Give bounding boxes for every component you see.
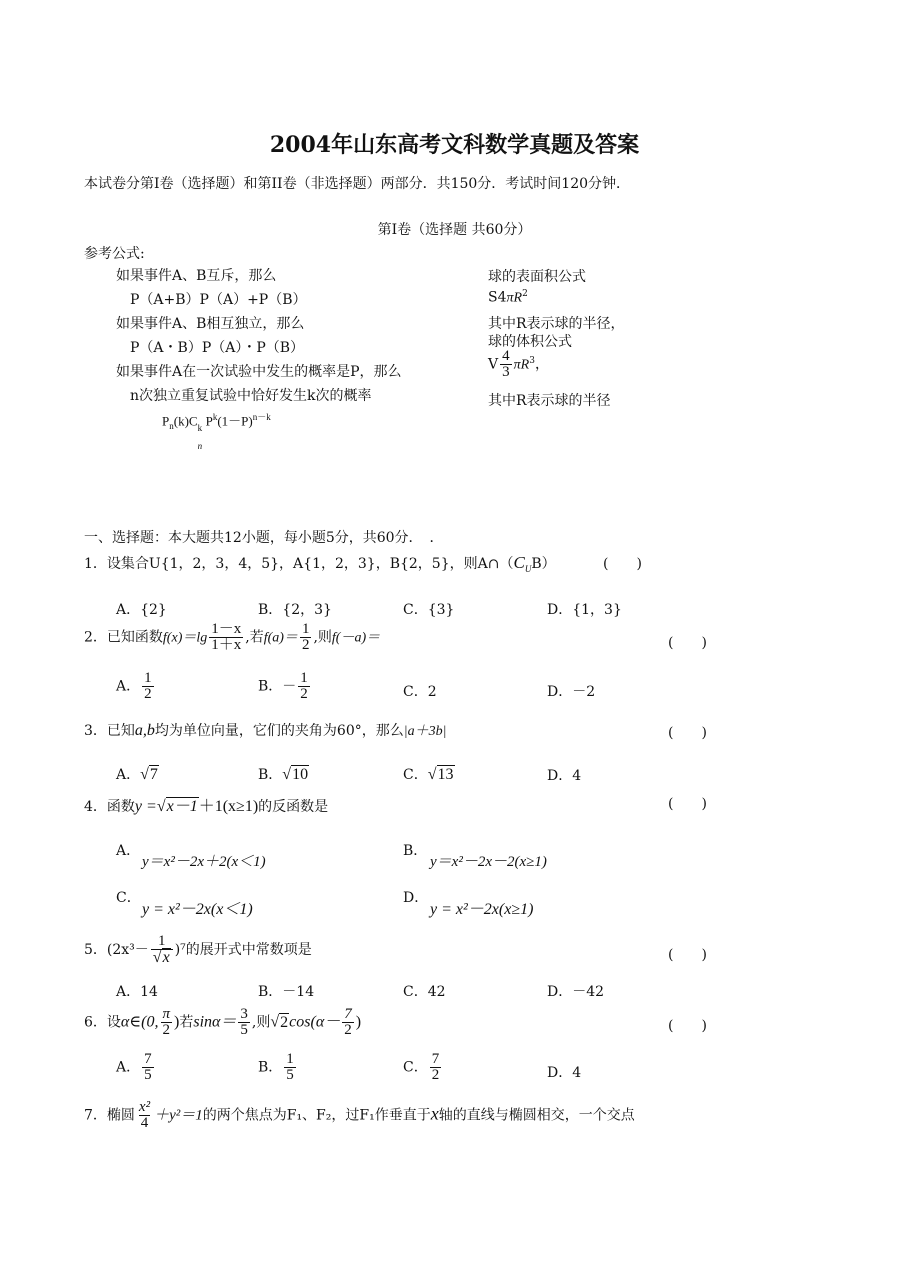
q6-c-label: C．: [403, 1059, 428, 1076]
q6-s-den: 5: [240, 1022, 248, 1038]
question-5-stem: 5．(2x³－ $\frac{1}{√x}$ )⁷的展开式中常数项是: [84, 933, 312, 966]
volume-frac-num: 4: [502, 348, 510, 364]
sphere-volume-formula: [488, 349, 549, 380]
question-7-stem: [84, 1100, 635, 1131]
q2-option-a: [116, 671, 156, 702]
q6-c-den: 2: [344, 1022, 352, 1038]
q1-cu-sub: U: [524, 563, 532, 574]
q7-end: 轴的直线与椭圆相交，一个交点: [438, 1107, 635, 1124]
q2-option-d: D．－2: [547, 684, 596, 700]
q6-b-den: 5: [286, 1067, 294, 1083]
q5-frac-den: x: [162, 949, 170, 966]
q1-stem-text: 1．设集合U{1，2，3，4，5}，A{1，2，3}，B{2，5}，则A∩（: [84, 556, 514, 572]
q2-frac-den: 1＋x: [211, 637, 242, 653]
sphere-volume-v: V: [488, 356, 499, 373]
q6-sin: sinα＝: [193, 1013, 237, 1031]
q6-close: ): [355, 1013, 362, 1031]
q3-option-a: A．√7: [116, 766, 158, 783]
volume-frac-den: 3: [502, 364, 510, 380]
q2-a-label: A．: [116, 678, 141, 695]
q2-mid: ,若: [245, 629, 264, 646]
formula-left-1: 如果事件A、B互斥，那么: [116, 268, 277, 284]
intro-text: 本试卷分第Ⅰ卷（选择题）和第II卷（非选择题）两部分．共150分．考试时间120分钟．: [84, 176, 631, 192]
q6-b-num: 1: [286, 1051, 294, 1067]
q3-c-rad: 13: [437, 766, 454, 783]
q2-fa: f(a)＝: [263, 630, 298, 646]
q6-a-label: A．: [116, 1059, 141, 1076]
q6-option-a: [116, 1052, 156, 1083]
q7-rest: 的两个焦点为F₁、F₂，过F₁作垂直于: [202, 1107, 431, 1124]
binomial-k-sup: k: [197, 423, 203, 434]
q7-x: x: [430, 1103, 439, 1124]
formula-right-1: 球的表面积公式: [488, 269, 586, 285]
formula-right-3: 其中R表示球的半径，: [488, 316, 625, 332]
binomial-exp: n－k: [252, 412, 271, 422]
q4-option-b: y＝x²－2x－2(x≥1): [430, 854, 547, 870]
binomial-kc: (k)C: [173, 413, 198, 429]
q6-alpha: α∈(0,: [120, 1013, 159, 1031]
q4-option-d: y = x²－2x(x≥1): [430, 901, 534, 918]
question-6-stem: 6．设α∈(0, $\frac{\pi}{2}$ )若sinα＝ $\frac{3}{5}$ ,则√2cos(α－ $\frac{7}{2}$ ): [84, 1006, 362, 1038]
formula-left-3: 如果事件A、B相互独立，那么: [116, 316, 305, 332]
q5-option-b: B．－14: [258, 984, 315, 1000]
q6-ruo: 若: [179, 1014, 194, 1031]
q1-option-b: B．{2，3}: [258, 602, 332, 618]
q7-frac-num: x²: [138, 1099, 151, 1115]
binomial-formula: [162, 410, 271, 452]
q3-vectors: a,b: [134, 722, 155, 739]
q2-fma: f(－a)＝: [331, 630, 381, 646]
formula-left-5: 如果事件A在一次试验中发生的概率是P，那么: [116, 364, 402, 380]
sphere-volume-comma: ，: [534, 356, 549, 373]
q5-option-c: C．42: [403, 984, 446, 1000]
q2-frac-num: 1－x: [211, 621, 242, 637]
q6-sqrt2: 2: [280, 1013, 289, 1031]
q7-stem-text: 7．椭圆: [84, 1107, 135, 1124]
q6-answer-paren: ( ): [668, 1018, 707, 1034]
binomial-n-sub: n: [169, 420, 174, 431]
q5-end: )⁷的展开式中常数项是: [174, 942, 312, 958]
q6-a-num: 7: [144, 1051, 152, 1067]
q4-rest: ＋1(x≥1): [198, 798, 259, 815]
q1-answer-paren: ( ): [603, 556, 642, 572]
q2-option-c: C．2: [403, 684, 437, 700]
question-3-stem: [84, 720, 446, 740]
q2-a-num: 1: [144, 670, 152, 686]
q3-a-label: A．: [116, 767, 141, 783]
q6-a-den: 5: [144, 1067, 152, 1083]
q4-option-a: y＝x²－2x＋2(x＜1): [142, 854, 266, 870]
q1-option-a: A．{2}: [116, 602, 167, 618]
formula-left-4: P（A・B）P（A）・P（B）: [130, 340, 305, 356]
q6-c-den: 2: [431, 1067, 440, 1083]
binomial-k-exp: k: [212, 412, 218, 422]
q3-a-rad: 7: [149, 766, 158, 783]
binomial-rest: (1－P): [217, 413, 253, 429]
q3-option-d: D．4: [547, 768, 582, 784]
q6-c-num: 7: [431, 1051, 440, 1067]
q2-stem-text: 2．已知函数: [84, 629, 163, 646]
sphere-area-s: S4: [488, 289, 507, 306]
q4-option-b-label: B．: [403, 843, 428, 859]
q6-paren: ): [174, 1013, 180, 1031]
q1-stem-end: B）: [531, 556, 556, 572]
q2-answer-paren: ( ): [668, 635, 707, 651]
q2-option-b: [258, 671, 312, 702]
q3-c-label: C．: [403, 767, 428, 783]
q3-mid: 均为单位向量，它们的夹角为60°，那么: [154, 723, 404, 739]
binomial-p: P: [162, 413, 170, 429]
q5-option-a: A．14: [116, 984, 158, 1000]
question-2-stem: [84, 622, 380, 653]
q6-option-d: D．4: [547, 1065, 582, 1081]
q6-b-label: B．: [258, 1059, 283, 1076]
q4-option-c-label: C．: [116, 890, 141, 906]
sphere-area-exp: 2: [522, 289, 528, 299]
q3-stem-text: 3．已知: [84, 723, 135, 739]
q2-half-num: 1: [301, 621, 310, 637]
q3-option-c: C．√13: [403, 766, 454, 783]
q6-ze: ,则: [251, 1014, 271, 1031]
q3-answer-paren: ( ): [668, 725, 707, 741]
q1-cu: C: [513, 553, 525, 572]
q5-frac-num: 1: [157, 933, 166, 949]
sphere-volume-pir: πR: [513, 357, 530, 373]
q6-cos: cos(α－: [289, 1013, 341, 1031]
q2-a-den: 2: [144, 686, 152, 702]
binomial-p2: P: [205, 413, 213, 429]
q4-answer-paren: ( ): [668, 796, 707, 812]
binomial-n-sub2: n: [197, 441, 203, 452]
q4-option-c: y = x²－2x(x＜1): [142, 901, 253, 918]
q6-pi-num: π: [162, 1006, 171, 1022]
page-title: 2004年山东高考文科数学真题及答案: [269, 132, 640, 158]
q6-stem-text: 6．设: [84, 1014, 121, 1031]
q1-option-d: D．{1，3}: [547, 602, 622, 618]
q3-b-label: B．: [258, 767, 283, 783]
q4-stem-text: 4．函数: [84, 799, 135, 815]
reference-heading: 参考公式:: [84, 246, 145, 262]
q5-option-d: D．－42: [547, 984, 605, 1000]
section-heading: 第Ⅰ卷（选择题 共60分）: [377, 222, 532, 238]
q2-b-den: 2: [300, 686, 308, 702]
q5-stem-text: 5．(2x³－: [84, 942, 149, 958]
q6-s-num: 3: [240, 1006, 248, 1022]
q2-b-num: 1: [300, 670, 308, 686]
q2-b-label: B．－: [258, 678, 297, 695]
q4-y: y =: [134, 798, 157, 815]
q3-b-rad: 10: [292, 766, 309, 783]
q5-answer-paren: ( ): [668, 947, 707, 963]
part1-heading: 一、选择题：本大题共12小题，每小题5分，共60分． ．: [84, 530, 444, 546]
sphere-volume-exp: 3: [529, 355, 535, 366]
q4-option-d-label: D．: [403, 890, 429, 906]
formula-left-6: n次独立重复试验中恰好发生k次的概率: [130, 388, 372, 404]
question-1-stem: [84, 553, 556, 574]
formula-right-4: 球的体积公式: [488, 334, 572, 350]
q3-option-b: B．√10: [258, 766, 309, 783]
q6-option-c: [403, 1052, 443, 1083]
q4-option-a-label: A．: [116, 843, 141, 859]
q6-option-b: [258, 1052, 298, 1083]
q6-pi-den: 2: [162, 1022, 170, 1038]
q7-frac-den: 4: [140, 1115, 149, 1131]
sphere-area-pir: πR: [506, 290, 523, 306]
sphere-area-formula: [488, 289, 528, 307]
q3-abs: |a＋3b|: [403, 724, 447, 739]
q1-option-c: C．{3}: [403, 602, 455, 618]
q2-func: f(x)＝lg: [162, 630, 208, 646]
q2-end: ,则: [313, 629, 332, 646]
formula-right-6: 其中R表示球的半径: [488, 393, 611, 409]
q4-end: 的反函数是: [258, 799, 329, 815]
q4-rad: x－1: [166, 798, 198, 815]
q2-half-den: 2: [301, 637, 310, 653]
q6-c-num: 7: [344, 1006, 352, 1022]
question-4-stem: 4．函数y =√x－1＋1(x≥1)的反函数是: [84, 798, 329, 815]
formula-left-2: P（A+B）P（A）+P（B）: [130, 292, 307, 308]
q7-mid: ＋y²＝1: [154, 1107, 203, 1124]
